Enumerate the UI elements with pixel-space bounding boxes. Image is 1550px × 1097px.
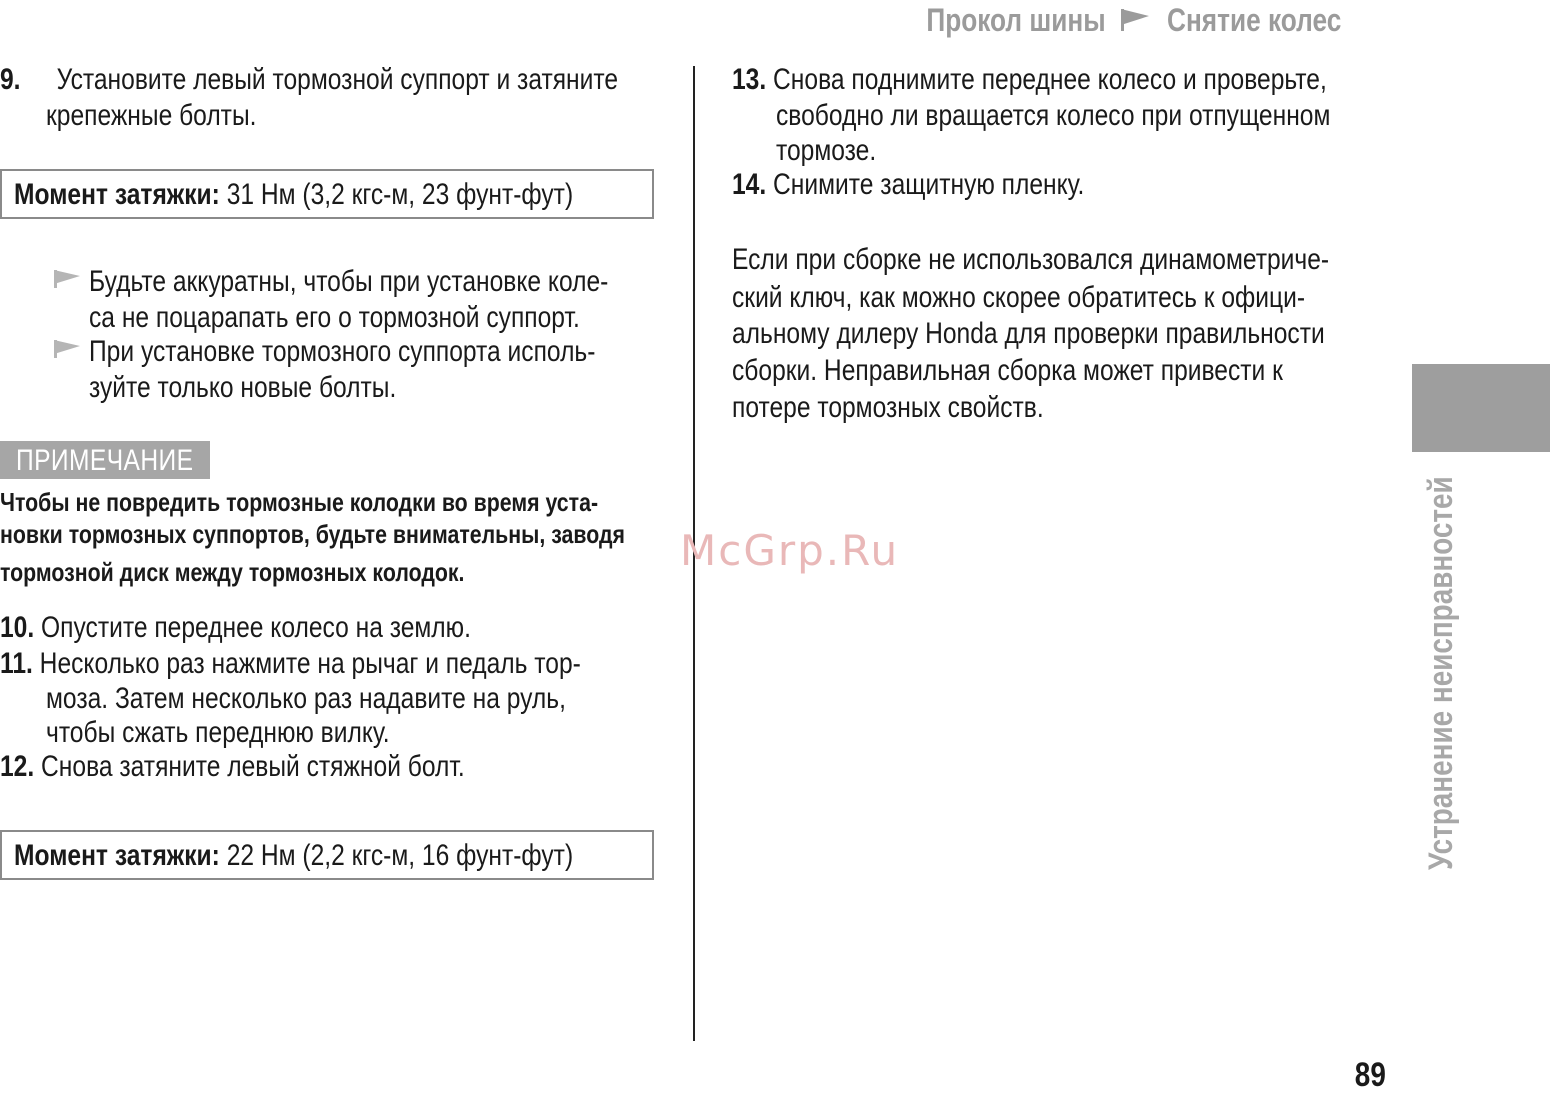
step-9-cont: крепежные болты. <box>46 99 257 132</box>
watermark: McGrp.Ru <box>680 526 900 575</box>
bullet-2-line-2: зуйте только новые болты. <box>89 371 397 404</box>
note-line-3: тормозной диск между тормозных колодок. <box>0 557 465 587</box>
note-label: ПРИМЕЧАНИЕ <box>0 441 210 479</box>
step-10: 10. Опустите переднее колесо на землю. <box>0 611 471 644</box>
note-line-1: Чтобы не повредить тормозные колодки во время уста- <box>0 487 599 517</box>
bullet-1-line-1: Будьте аккуратны, чтобы при установке коле- <box>89 265 609 298</box>
page-header <box>887 0 1380 40</box>
step-11: 11. Несколько раз нажмите на рычаг и педаль тор- <box>0 647 581 680</box>
paragraph-line-4: сборки. Неправильная сборка может привести к <box>732 354 1283 387</box>
step-11-cont-1: моза. Затем несколько раз надавите на руль, <box>46 682 566 715</box>
step-9 <box>0 62 618 98</box>
side-tab-label: Устранение неисправностей <box>1422 476 1460 870</box>
bullet-1-line-2: са не поцарапать его о тормозной суппорт. <box>89 301 580 334</box>
flag-bullet-icon <box>52 338 82 365</box>
step-text: Установите левый тормозной суппорт и затяните <box>56 63 619 96</box>
header-section: Прокол шины <box>926 1 1106 38</box>
paragraph-line-5: потере тормозных свойств. <box>732 391 1044 424</box>
flag-bullet-icon <box>52 268 82 295</box>
paragraph-line-2: ский ключ, как можно скорее обратитесь к офици- <box>732 281 1306 314</box>
note-line-2: новки тормозных суппортов, будьте внимательны, заводя <box>0 519 625 549</box>
step-13: 13. Снова поднимите переднее колесо и проверьте, <box>732 63 1327 96</box>
torque-value: 22 Нм (2,2 кгс-м, 16 фунт-фут) <box>219 839 574 872</box>
torque-value: 31 Нм (3,2 кгс-м, 23 фунт-фут) <box>219 178 574 211</box>
torque-box-1 <box>0 169 654 219</box>
step-13-cont-1: свободно ли вращается колесо при отпущенном <box>776 99 1331 132</box>
bullet-2-line-1: При установке тормозного суппорта исполь- <box>89 335 596 368</box>
paragraph-line-3: альному дилеру Honda для проверки правильности <box>732 317 1325 350</box>
step-12: 12. Снова затяните левый стяжной болт. <box>0 750 465 783</box>
torque-label: Момент затяжки: <box>14 839 220 872</box>
paragraph-line-1: Если при сборке не использовался динамометриче- <box>732 243 1330 276</box>
header-subsection: Снятие колес <box>1167 1 1342 38</box>
flag-icon <box>1119 7 1153 33</box>
step-14: 14. Снимите защитную пленку. <box>732 168 1085 201</box>
step-number: 9. <box>0 63 21 96</box>
step-11-cont-2: чтобы сжать переднюю вилку. <box>46 716 390 749</box>
torque-label: Момент затяжки: <box>14 178 220 211</box>
torque-box-2 <box>0 830 654 880</box>
page-number: 89 <box>1354 1056 1386 1094</box>
step-13-cont-2: тормозе. <box>776 134 877 167</box>
